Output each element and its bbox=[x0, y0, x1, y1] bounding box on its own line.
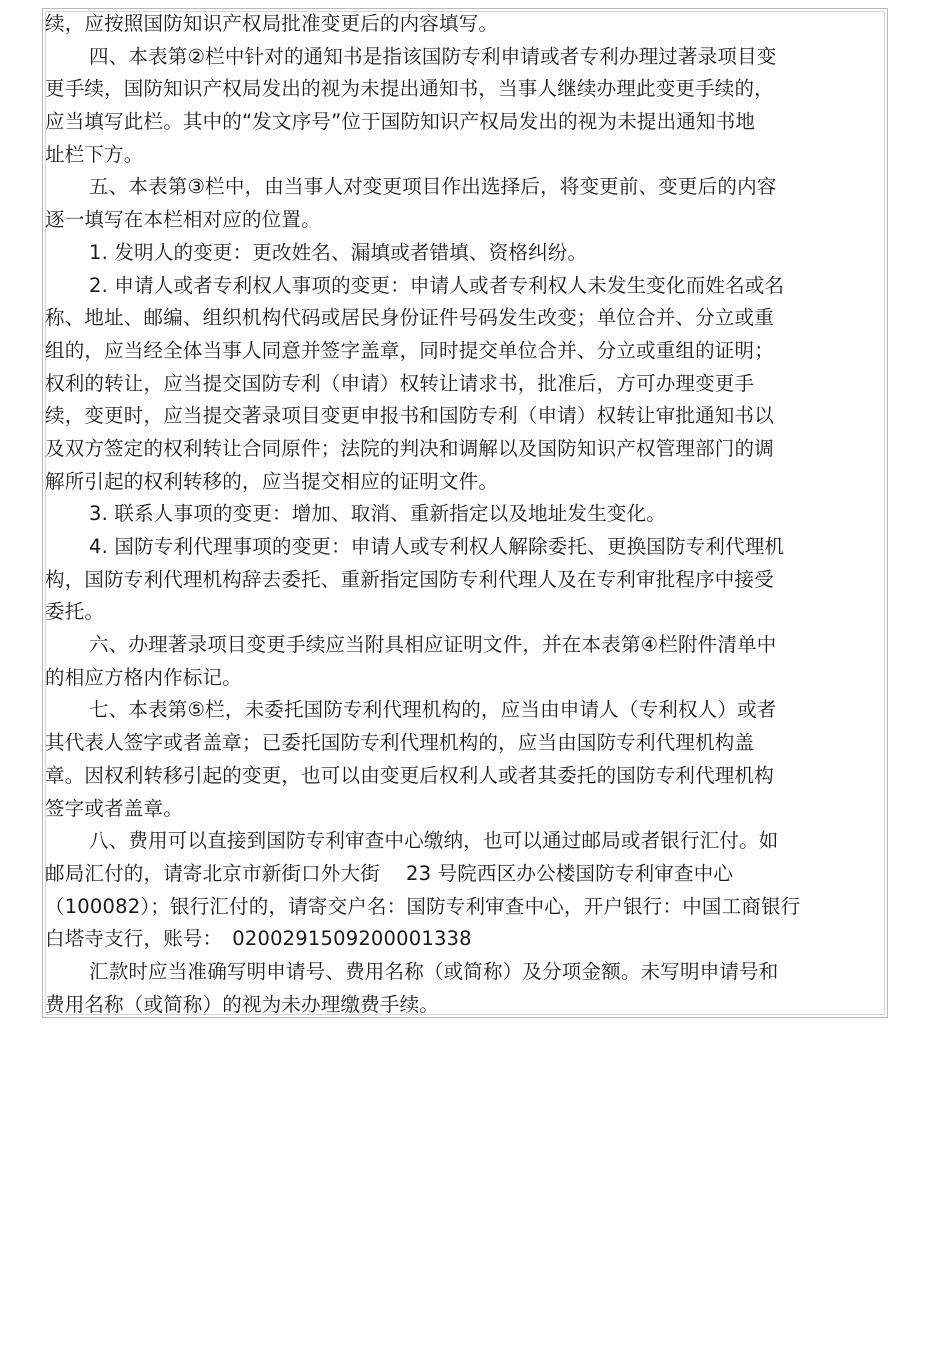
text-line: 签字或者盖章。 bbox=[45, 796, 183, 820]
text-line: 白塔寺支行，账号： 0200291509200001338 bbox=[45, 927, 472, 951]
text-line: 的相应方格内作标记。 bbox=[45, 665, 243, 689]
text-line: 续，应按照国防知识产权局批准变更后的内容填写。 bbox=[45, 12, 499, 35]
text-line: 解所引起的权利转移的，应当提交相应的证明文件。 bbox=[45, 469, 499, 493]
text-line: 八、费用可以直接到国防专利审查中心缴纳，也可以通过邮局或者银行汇付。如 bbox=[89, 829, 779, 853]
text-line: 及双方签定的权利转让合同原件；法院的判决和调解以及国防知识产权管理部门的调 bbox=[45, 436, 774, 460]
text-line: 六、办理著录项目变更手续应当附具相应证明文件，并在本表第④栏附件清单中 bbox=[89, 633, 777, 657]
text-line: 委托。 bbox=[45, 600, 105, 624]
text-line: 费用名称（或简称）的视为未办理缴费手续。 bbox=[45, 992, 440, 1016]
text-line: 3. 联系人事项的变更：增加、取消、重新指定以及地址发生变化。 bbox=[89, 502, 667, 526]
document-body bbox=[45, 8, 835, 1021]
text-line: 邮局汇付的，请寄北京市新街口外大街 23 号院西区办公楼国防专利审查中心 bbox=[45, 861, 734, 885]
text-line: 2. 申请人或者专利权人事项的变更：申请人或者专利权人未发生变化而姓名或名 bbox=[89, 273, 785, 297]
text-line: 权利的转让，应当提交国防专利（申请）权转让请求书，批准后，方可办理变更手 bbox=[45, 371, 755, 395]
text-line: 址栏下方。 bbox=[45, 142, 144, 166]
text-line: 构，国防专利代理机构辞去委托、重新指定国防专利代理人及在专利审批程序中接受 bbox=[45, 567, 774, 591]
text-line: 七、本表第⑤栏，未委托国防专利代理机构的，应当由申请人（专利权人）或者 bbox=[89, 698, 777, 722]
text-line: 4. 国防专利代理事项的变更：申请人或专利权人解除委托、更换国防专利代理机 bbox=[89, 535, 785, 558]
text-line: 续，变更时，应当提交著录项目变更申报书和国防专利（申请）权转让审批通知书以 bbox=[45, 404, 774, 428]
text-line: 章。因权利转移引起的变更，也可以由变更后权利人或者其委托的国防专利代理机构 bbox=[45, 763, 774, 787]
text-line: 汇款时应当准确写明申请号、费用名称（或简称）及分项金额。未写明申请号和 bbox=[89, 959, 779, 983]
text-line: 称、地址、邮编、组织机构代码或居民身份证件号码发生改变；单位合并、分立或重 bbox=[45, 306, 774, 330]
text-line: 其代表人签字或者盖章；已委托国防专利代理机构的，应当由国防专利代理机构盖 bbox=[45, 731, 755, 755]
text-line: 逐一填写在本栏相对应的位置。 bbox=[45, 208, 321, 232]
text-line: 五、本表第③栏中，由当事人对变更项目作出选择后，将变更前、变更后的内容 bbox=[89, 175, 777, 199]
text-line: 应当填写此栏。其中的“发文序号”位于国防知识产权局发出的视为未提出通知书地 bbox=[45, 110, 756, 134]
text-line: 更手续，国防知识产权局发出的视为未提出通知书，当事人继续办理此变更手续的， bbox=[45, 77, 774, 101]
text-line: （100082）；银行汇付的，请寄交户名：国防专利审查中心，开户银行：中国工商银行 bbox=[45, 894, 801, 918]
text-line: 1. 发明人的变更：更改姓名、漏填或者错填、资格纠纷。 bbox=[89, 240, 588, 264]
text-line: 四、本表第②栏中针对的通知书是指该国防专利申请或者专利办理过著录项目变 bbox=[89, 44, 777, 68]
text-line: 组的，应当经全体当事人同意并签字盖章，同时提交单位合并、分立或重组的证明； bbox=[45, 338, 774, 362]
